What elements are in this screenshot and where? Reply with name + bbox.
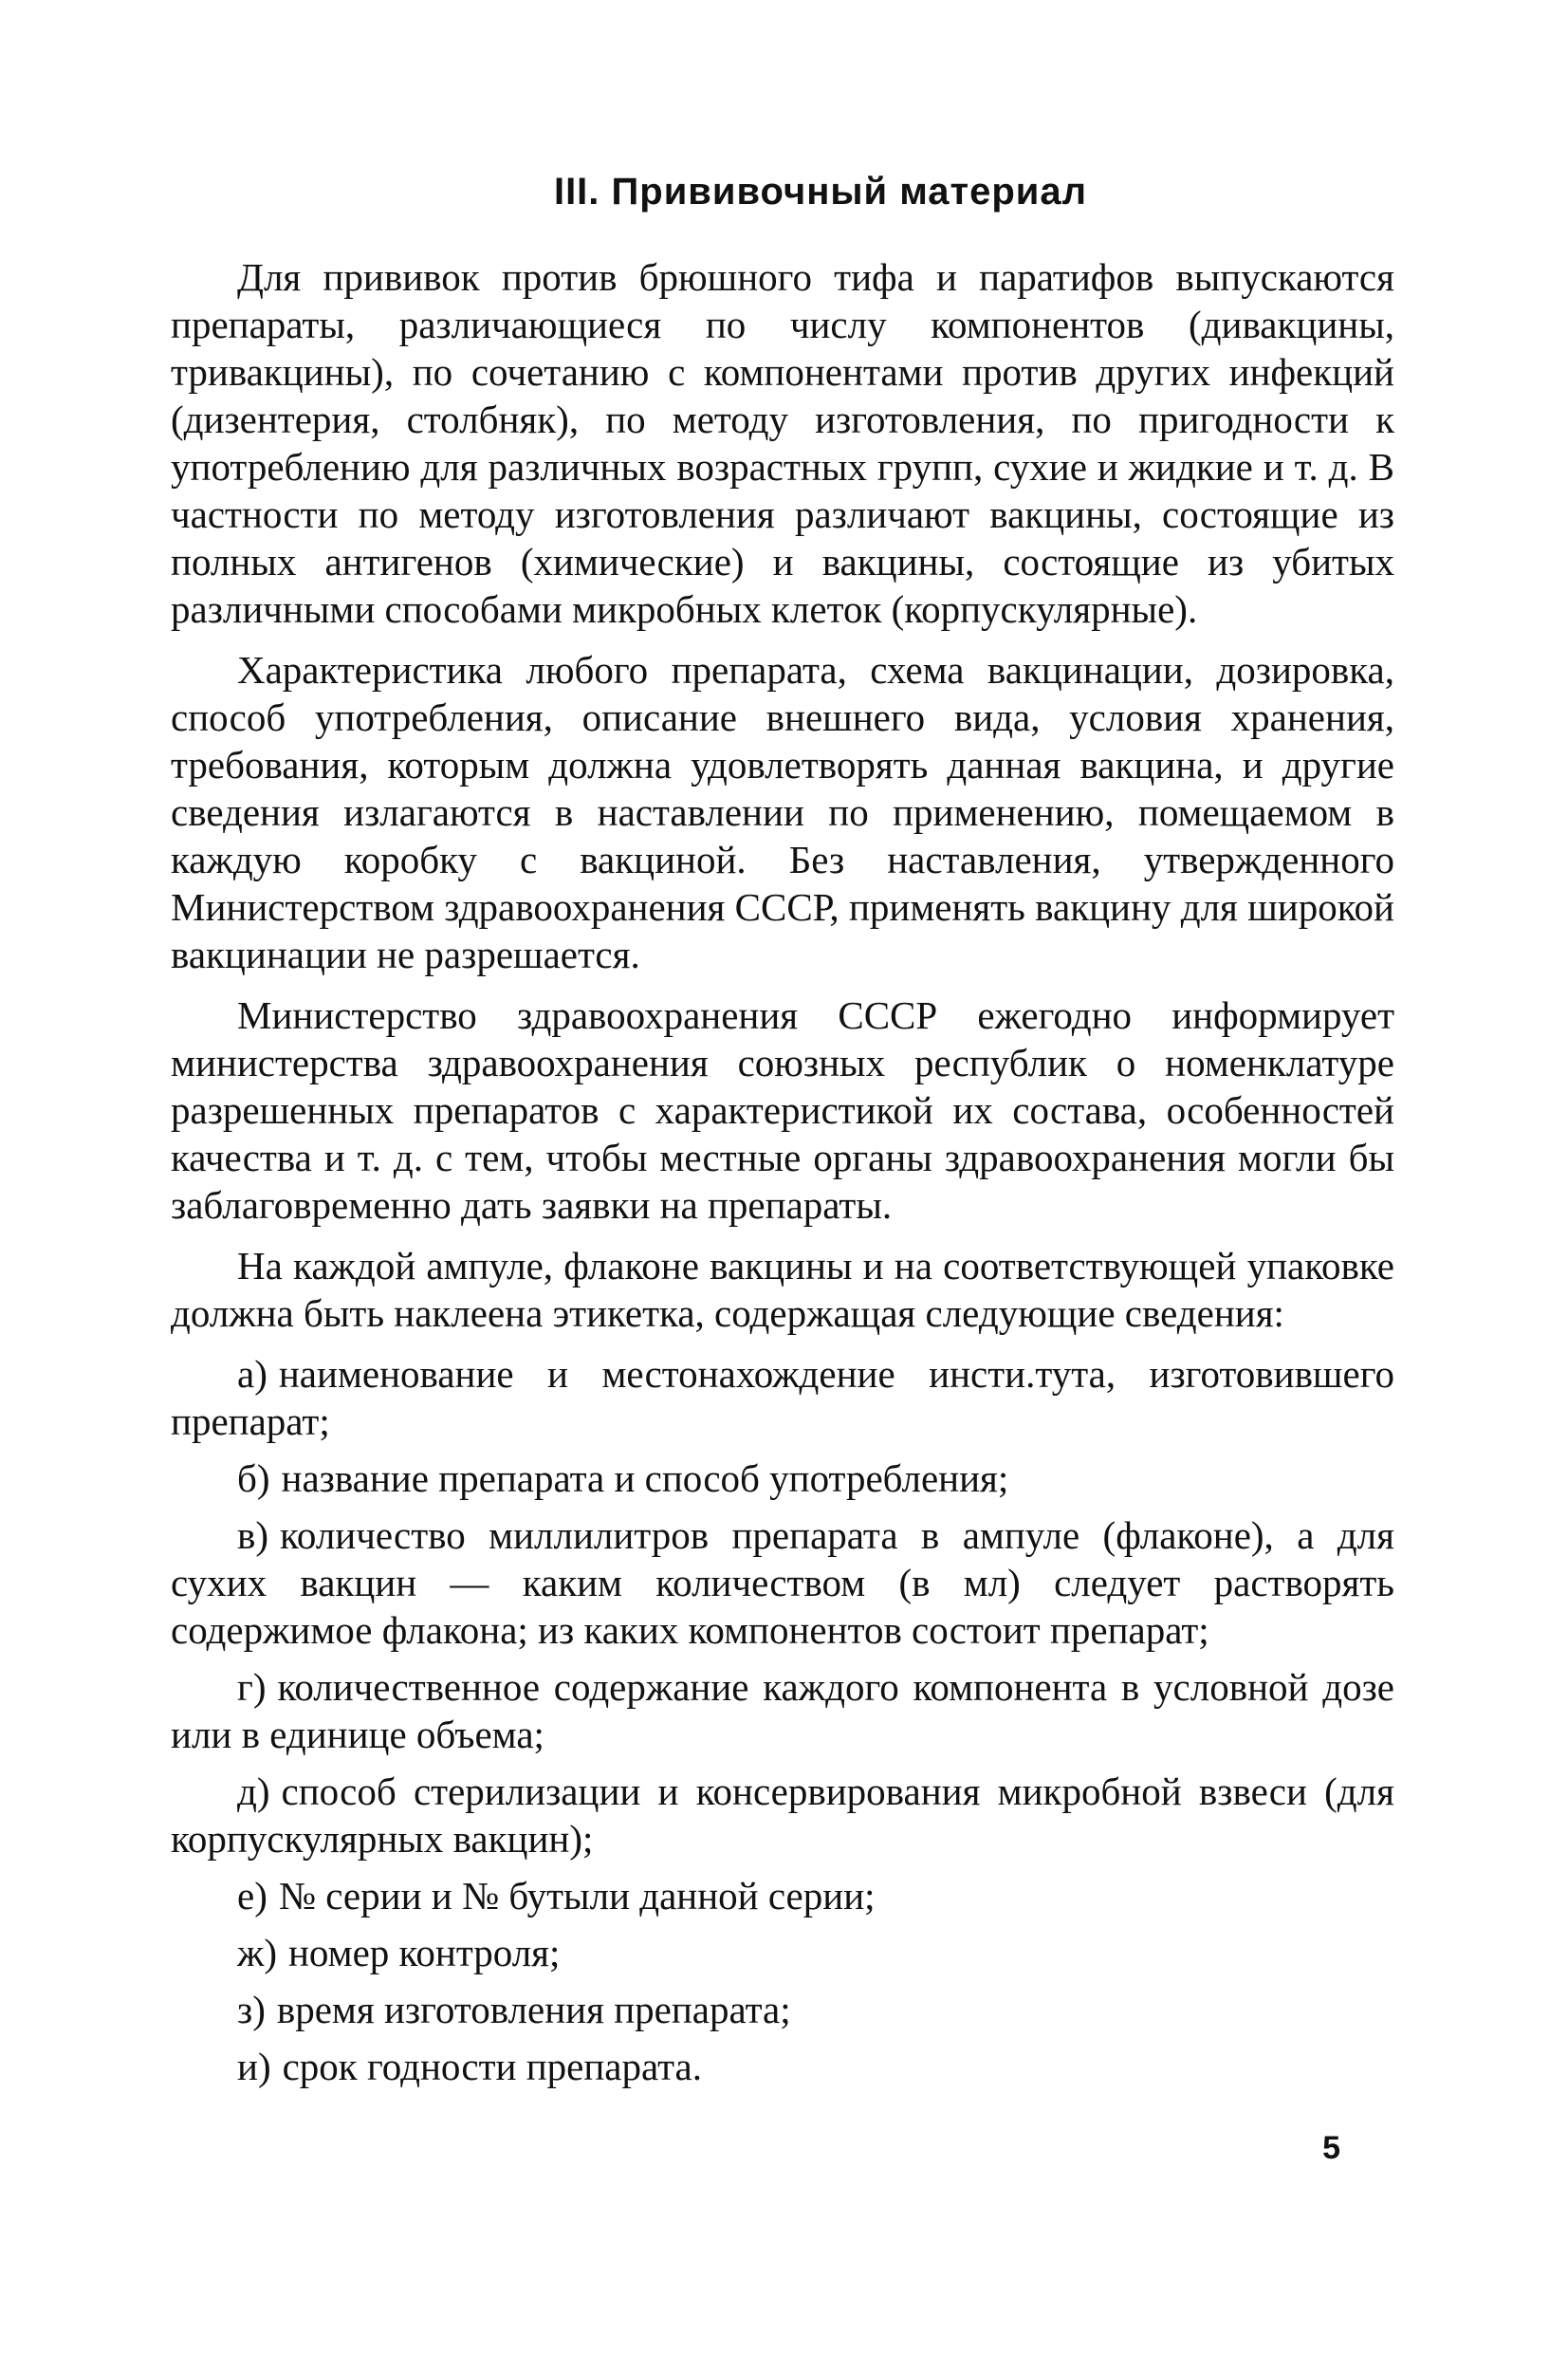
list-item: з) время изготовления препарата; (237, 1988, 791, 2031)
list-item: в) количество миллилитров препарата в ампуле (флаконе), а для сухих вакцин — каким количеством (в мл) следует растворять содержимое флакона; из каких компонентов состоит препарат; (171, 1513, 1394, 1652)
document-page (171, 171, 1394, 2100)
list-item: ж) номер контроля; (237, 1931, 561, 1974)
page-number: 5 (1322, 2130, 1340, 2166)
list-item: и) срок годности препарата. (237, 2045, 703, 2088)
paragraph-vaccine-types: Для прививок против брюшного тифа и паратифов выпускаются препараты, различающиеся по числу компонентов (дивакцины, тривакцины), по сочетанию с компонентами против других инфекций (дизентерия, столбняк), по методу изготовления, по пригодности к употреблению для различных возрастных групп, сухие и жидкие и т. д. В частности по методу изготовления различают вакцины, состоящие из полных антигенов (химические) и вакцины, состоящие из убитых различными способами микробных клеток (корпускулярные). (171, 255, 1394, 631)
list-item: д) способ стерилизации и консервирования микробной взвеси (для корпускулярных вакцин); (171, 1769, 1394, 1861)
list-item: е) № серии и № бутыли данной серии; (237, 1874, 876, 1918)
list-item: б) название препарата и способ употребления; (237, 1456, 1009, 1500)
list-item: а) наименование и местонахождение инсти.тута, изготовившего препарат; (171, 1352, 1394, 1443)
paragraph-ministry: Министерство здравоохранения СССР ежегодно информирует министерства здравоохранения союзных республик о номенклатуре разрешенных препаратов с характеристикой их состава, особенностей качества и т. д. с тем, чтобы местные органы здравоохранения могли бы заблаговременно дать заявки на препараты. (171, 993, 1394, 1227)
label-requirements-list (171, 1350, 1394, 2090)
list-item: г) количественное содержание каждого компонента в условной дозе или в единице объема; (171, 1665, 1394, 1756)
paragraph-instructions: Характеристика любого препарата, схема вакцинации, дозировка, способ употребления, описание внешнего вида, условия хранения, требования, которым должна удовлетворять данная вакцина, и другие сведения излагаются в наставлении по применению, помещаемом в каждую коробку с вакциной. Без наставления, утвержденного Министерством здравоохранения СССР, применять вакцину для широкой вакцинации не разрешается. (171, 648, 1394, 976)
section-heading: III. Прививочный материал (553, 171, 1088, 213)
paragraph-label-intro: На каждой ампуле, флаконе вакцины и на соответствующей упаковке должна быть наклеена этикетка, содержащая следующие сведения: (171, 1244, 1394, 1335)
